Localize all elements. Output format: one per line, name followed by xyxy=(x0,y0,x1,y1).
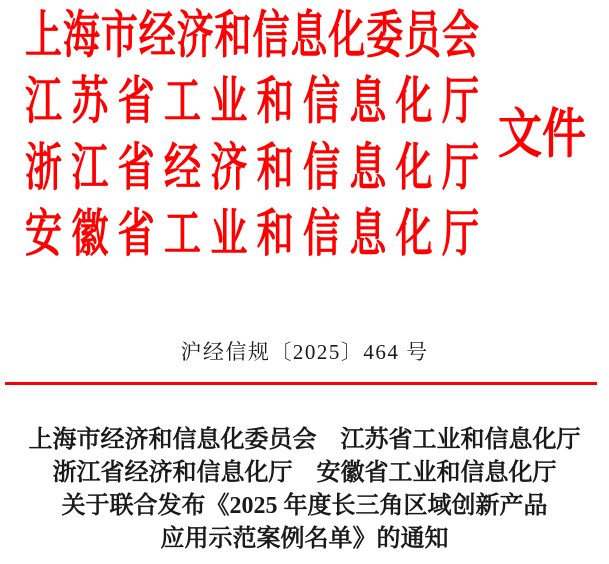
document-reference-number: 沪经信规〔2025〕464 号 xyxy=(180,340,429,364)
title-line-2: 浙江省经济和信息化厅 安徽省工业和信息化厅 xyxy=(52,460,557,486)
document-label: 文件 xyxy=(498,104,586,165)
title-line-3: 关于联合发布《2025 年度长三角区域创新产品 xyxy=(61,493,548,519)
title-line-4: 应用示范案例名单》的通知 xyxy=(160,526,449,552)
document-title xyxy=(0,424,609,556)
agency-line-zhejiang: 浙江省经济和信息化厅 xyxy=(25,140,479,198)
agency-line-anhui: 安徽省工业和信息化厅 xyxy=(25,206,479,264)
agency-line-jiangsu: 江苏省工业和信息化厅 xyxy=(25,74,479,131)
red-separator-line xyxy=(5,382,597,385)
title-line-1: 上海市经济和信息化委员会 江苏省工业和信息化厅 xyxy=(28,427,581,453)
agency-line-shanghai: 上海市经济和信息化委员会 xyxy=(25,8,479,65)
issuing-agencies-block xyxy=(25,4,479,269)
